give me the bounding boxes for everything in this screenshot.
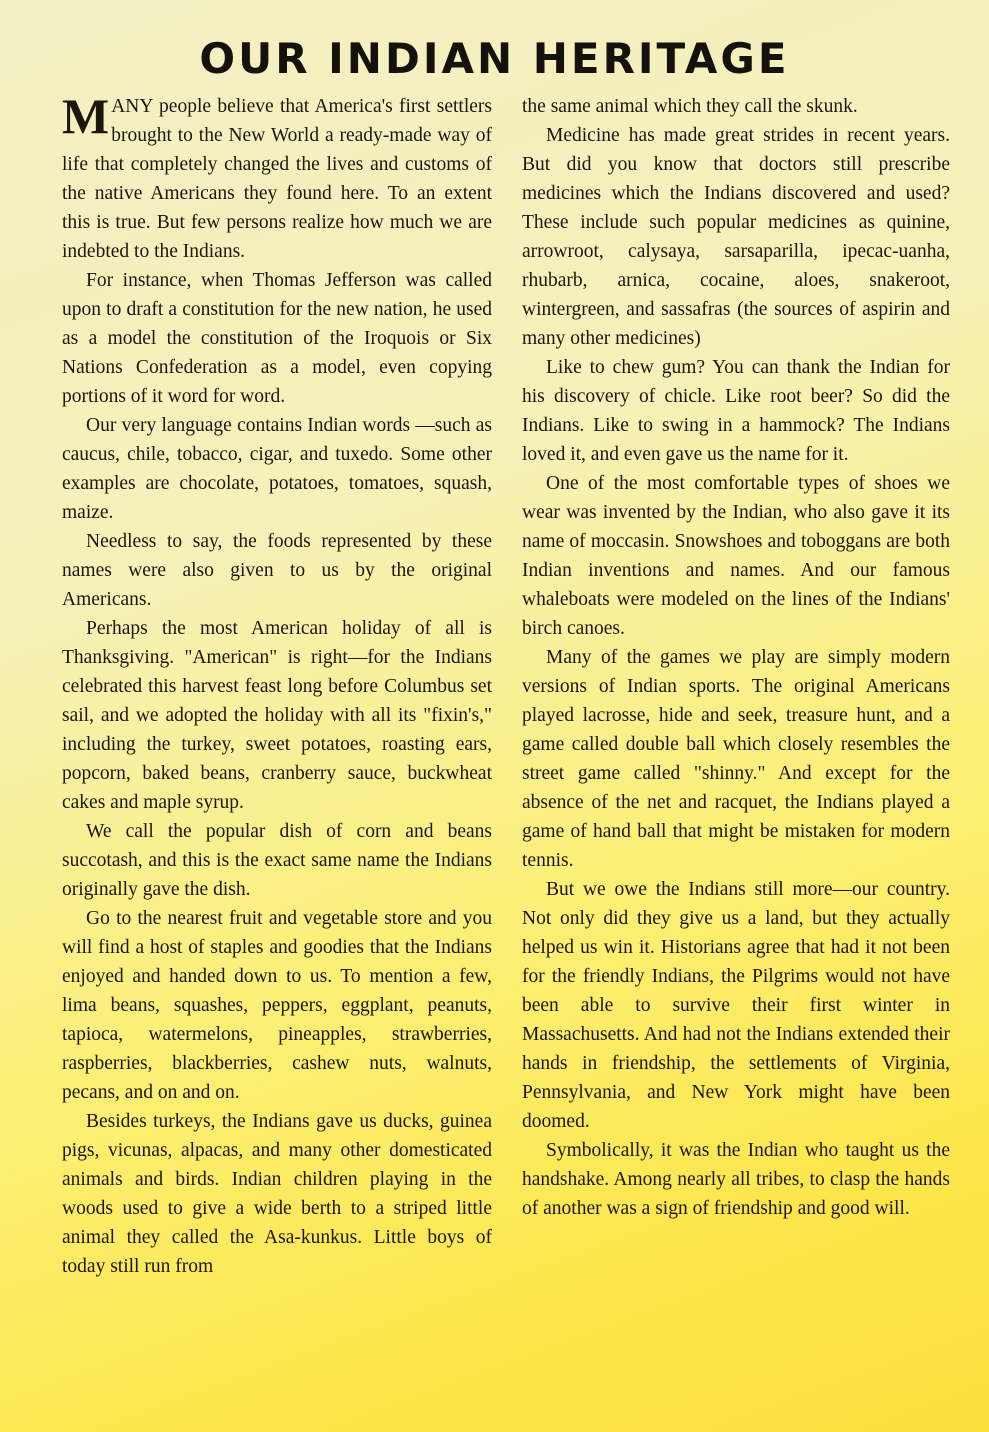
paragraph: Symbolically, it was the Indian who taught us the handshake. Among nearly all tribes, to clasp the hands of another was a sign of friendship and good will. [522, 1140, 950, 1219]
right-column [522, 92, 950, 1412]
paragraph: Our very language contains Indian words —such as caucus, chile, tobacco, cigar, and tuxedo. Some other examples are chocolate, potatoes, tomatoes, squash, maize. [62, 415, 492, 523]
paragraph: Medicine has made great strides in recent years. But did you know that doctors still prescribe medicines which the Indians discovered and used? These include such popular medicines as quinine, arrowroot, calysaya, sarsaparilla, ipecac-uanha, rhubarb, arnica, cocaine, aloes, snakeroot, wintergreen, and sassafras (the sources of aspirin and many other medicines) [522, 125, 950, 349]
paragraph: Many of the games we play are simply modern versions of Indian sports. The original Americans played lacrosse, hide and seek, treasure hunt, and a game called double ball which closely resembles the street game called "shinny." And except for the absence of the net and racquet, the Indians played a game of hand ball that might be mistaken for modern tennis. [522, 647, 950, 871]
paragraph: Like to chew gum? You can thank the Indian for his discovery of chicle. Like root beer? So did the Indians. Like to swing in a hammock? The Indians loved it, and even gave us the name for it. [522, 357, 950, 465]
left-column [62, 92, 492, 1412]
paragraph: For instance, when Thomas Jefferson was called upon to draft a constitution for the new nation, he used as a model the constitution of the Iroquois or Six Nations Confederation as a model, even copying portions of it word for word. [62, 270, 492, 407]
paragraph: Go to the nearest fruit and vegetable store and you will find a host of staples and goodies that the Indians enjoyed and handed down to us. To mention a few, lima beans, squashes, peppers, eggplant, peanuts, tapioca, watermelons, pineapples, strawberries, raspberries, blackberries, cashew nuts, walnuts, pecans, and on and on. [62, 908, 492, 1103]
paragraph: MANY people believe that America's first settlers brought to the New World a ready-made way of life that completely changed the lives and customs of the native Americans they found here. To an extent this is true. But few persons realize how much we are indebted to the Indians. [62, 92, 492, 262]
paragraph: Needless to say, the foods represented by these names were also given to us by the original Americans. [62, 531, 492, 610]
paragraph: One of the most comfortable types of shoes we wear was invented by the Indian, who also gave it its name of moccasin. Snowshoes and toboggans are both Indian inventions and names. And our famous whaleboats were modeled on the lines of the Indians' birch canoes. [522, 473, 950, 639]
paragraph: Perhaps the most American holiday of all is Thanksgiving. "American" is right—for the Indians celebrated this harvest feast long before Columbus set sail, and we adopted the holiday with all its "fixin's," including the turkey, sweet potatoes, roasting ears, popcorn, baked beans, cranberry sauce, buckwheat cakes and maple syrup. [62, 618, 492, 813]
drop-cap: M [62, 92, 110, 144]
paragraph: Besides turkeys, the Indians gave us ducks, guinea pigs, vicunas, alpacas, and many other domesticated animals and birds. Indian children playing in the woods used to give a wide berth to a striped little animal they called the Asa-kunkus. Little boys of today still run from [62, 1111, 492, 1277]
page-title: OUR INDIAN HERITAGE [199, 34, 790, 83]
paragraph: But we owe the Indians still more—our country. Not only did they give us a land, but they actually helped us win it. Historians agree that had it not been for the friendly Indians, the Pilgrims would not have been able to survive their first winter in Massachusetts. And had not the Indians extended their hands in friendship, the settlements of Virginia, Pennsylvania, and New York might have been doomed. [522, 879, 950, 1132]
paragraph: the same animal which they call the skunk. [522, 96, 858, 117]
paragraph: We call the popular dish of corn and beans succotash, and this is the exact same name the Indians originally gave the dish. [62, 821, 492, 900]
